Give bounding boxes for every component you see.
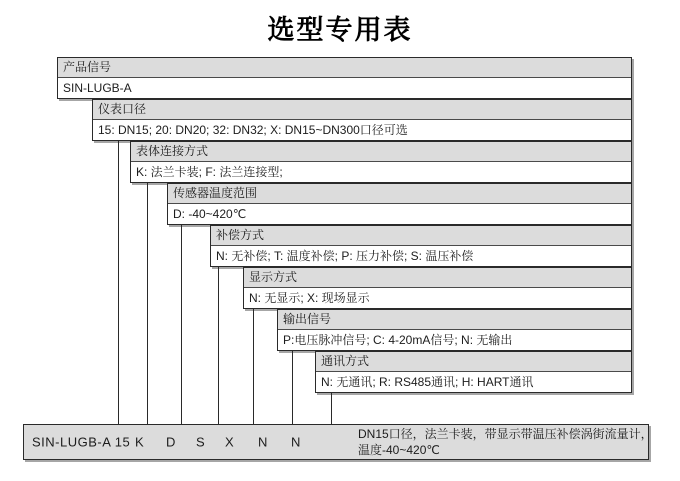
box-meter-diameter-header: 仪表口径	[93, 100, 631, 120]
code-output-signal: N	[258, 434, 268, 450]
model-description	[358, 426, 658, 458]
box-sensor-temp-range-header: 传感器温度范围	[168, 184, 631, 204]
box-display-mode-value: N: 无显示; X: 现场显示	[244, 288, 631, 308]
box-communication-mode	[315, 351, 632, 393]
box-display-mode	[243, 267, 632, 309]
model-code-prefix: SIN-LUGB-A 15	[32, 434, 131, 450]
page-title: 选型专用表	[267, 15, 413, 45]
box-display-mode-header: 显示方式	[244, 268, 631, 288]
code-body-connection: K	[135, 434, 144, 450]
code-sensor-temp-range: D	[166, 434, 176, 450]
box-output-signal-value: P:电压脉冲信号; C: 4-20mA信号; N: 无输出	[278, 330, 631, 350]
connector-line-display-mode	[253, 309, 254, 424]
connector-line-body-connection	[147, 183, 148, 424]
box-meter-diameter	[92, 99, 632, 141]
model-code-bar	[23, 424, 653, 460]
connector-line-sensor-temp-range	[181, 225, 182, 424]
box-body-connection-value: K: 法兰卡装; F: 法兰连接型;	[131, 162, 631, 182]
model-description-line2: 温度-40~420℃	[358, 443, 440, 457]
box-compensation-mode-header: 补偿方式	[211, 226, 631, 246]
connector-line-compensation-mode	[218, 267, 219, 424]
box-body-connection	[130, 141, 632, 183]
box-body-connection-header: 表体连接方式	[131, 142, 631, 162]
model-description-line1: DN15口径，法兰卡装，带显示带温压补偿涡街流量计，	[358, 427, 653, 441]
box-communication-mode-header: 通讯方式	[316, 352, 631, 372]
box-sensor-temp-range	[167, 183, 632, 225]
box-product-signal-value: SIN-LUGB-A	[58, 78, 631, 98]
box-compensation-mode	[210, 225, 632, 267]
code-compensation-mode: S	[196, 434, 205, 450]
connector-line-meter-diameter	[118, 141, 119, 424]
box-sensor-temp-range-value: D: -40~420℃	[168, 204, 631, 224]
code-display-mode: X	[225, 434, 234, 450]
box-output-signal-header: 输出信号	[278, 310, 631, 330]
connector-line-output-signal	[292, 351, 293, 424]
box-meter-diameter-value: 15: DN15; 20: DN20; 32: DN32; X: DN15~DN300口径可选	[93, 120, 631, 140]
box-compensation-mode-value: N: 无补偿; T: 温度补偿; P: 压力补偿; S: 温压补偿	[211, 246, 631, 266]
code-communication-mode: N	[291, 434, 301, 450]
box-product-signal	[57, 57, 632, 99]
connector-line-communication-mode	[331, 393, 332, 424]
box-product-signal-header: 产品信号	[58, 58, 631, 78]
box-output-signal	[277, 309, 632, 351]
box-communication-mode-value: N: 无通讯; R: RS485通讯; H: HART通讯	[316, 372, 631, 392]
